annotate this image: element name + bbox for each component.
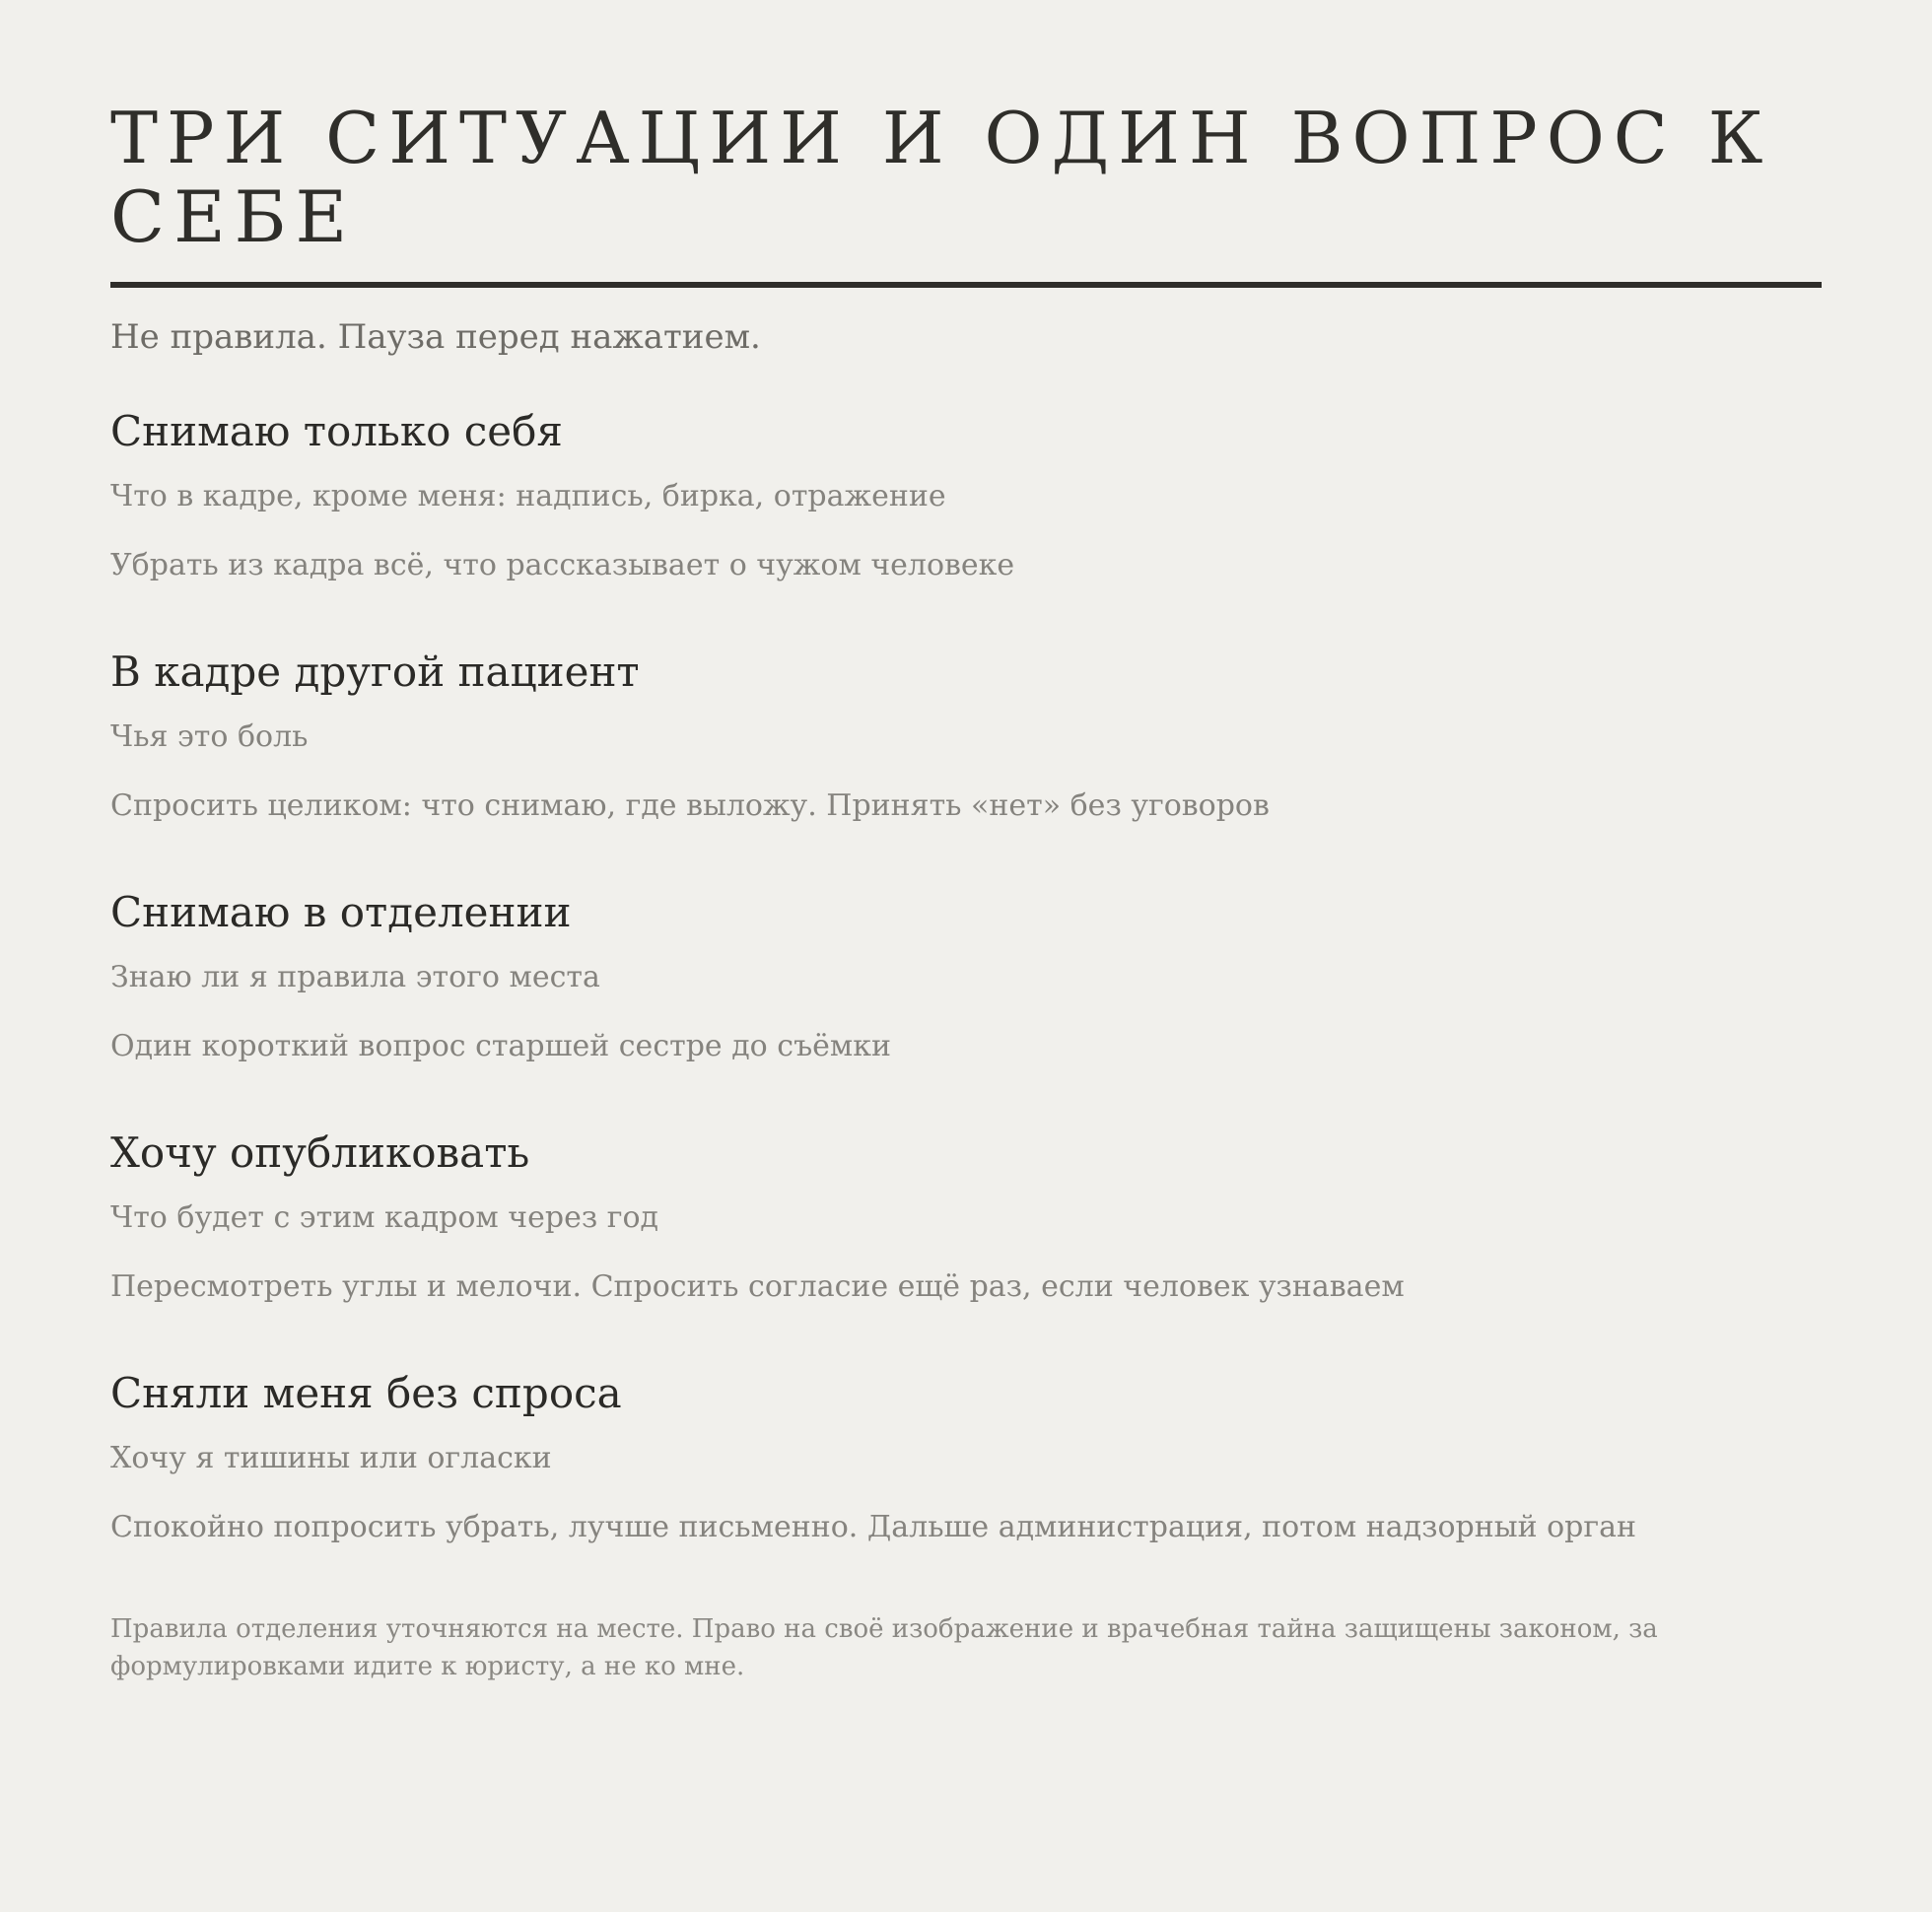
title-divider [110,282,1822,288]
situation-question: Чья это боль [110,719,309,754]
situation-question: Что в кадре, кроме меня: надпись, бирка, отражение [110,479,946,513]
situation-block [110,649,1822,824]
footnote: Правила отделения уточняются на месте. Право на своё изображение и врачебная тайна защищены законом, за формулировками идите к юристу, а не ко мне. [110,1614,1658,1681]
situation-action: Один короткий вопрос старшей сестре до съёмки [110,1029,891,1063]
situation-block [110,1129,1822,1305]
document-page [110,0,1822,1685]
page-subtitle: Не правила. Пауза перед нажатием. [110,317,761,357]
situation-action: Спокойно попросить убрать, лучше письменно. Дальше администрация, потом надзорный орган [110,1510,1636,1544]
page-title: ТРИ СИТУАЦИИ И ОДИН ВОПРОС К СЕБЕ [110,97,1772,258]
situation-block [110,408,1822,583]
situation-title: Снимаю только себя [110,407,563,455]
situation-action: Спросить целиком: что снимаю, где выложу. Принять «нет» без уговоров [110,788,1270,823]
situation-action: Убрать из кадра всё, что рассказывает о чужом человеке [110,548,1015,582]
situation-question: Что будет с этим кадром через год [110,1200,658,1235]
situation-question: Знаю ли я правила этого места [110,960,600,994]
situation-title: В кадре другой пациент [110,648,640,696]
situation-block [110,1370,1822,1545]
situation-title: Сняли меня без спроса [110,1369,622,1417]
situation-question: Хочу я тишины или огласки [110,1441,552,1475]
situation-block [110,889,1822,1064]
situation-title: Хочу опубликовать [110,1128,530,1177]
situations-list [110,408,1822,1545]
situation-action: Пересмотреть углы и мелочи. Спросить согласие ещё раз, если человек узнаваем [110,1269,1405,1304]
situation-title: Снимаю в отделении [110,888,572,936]
